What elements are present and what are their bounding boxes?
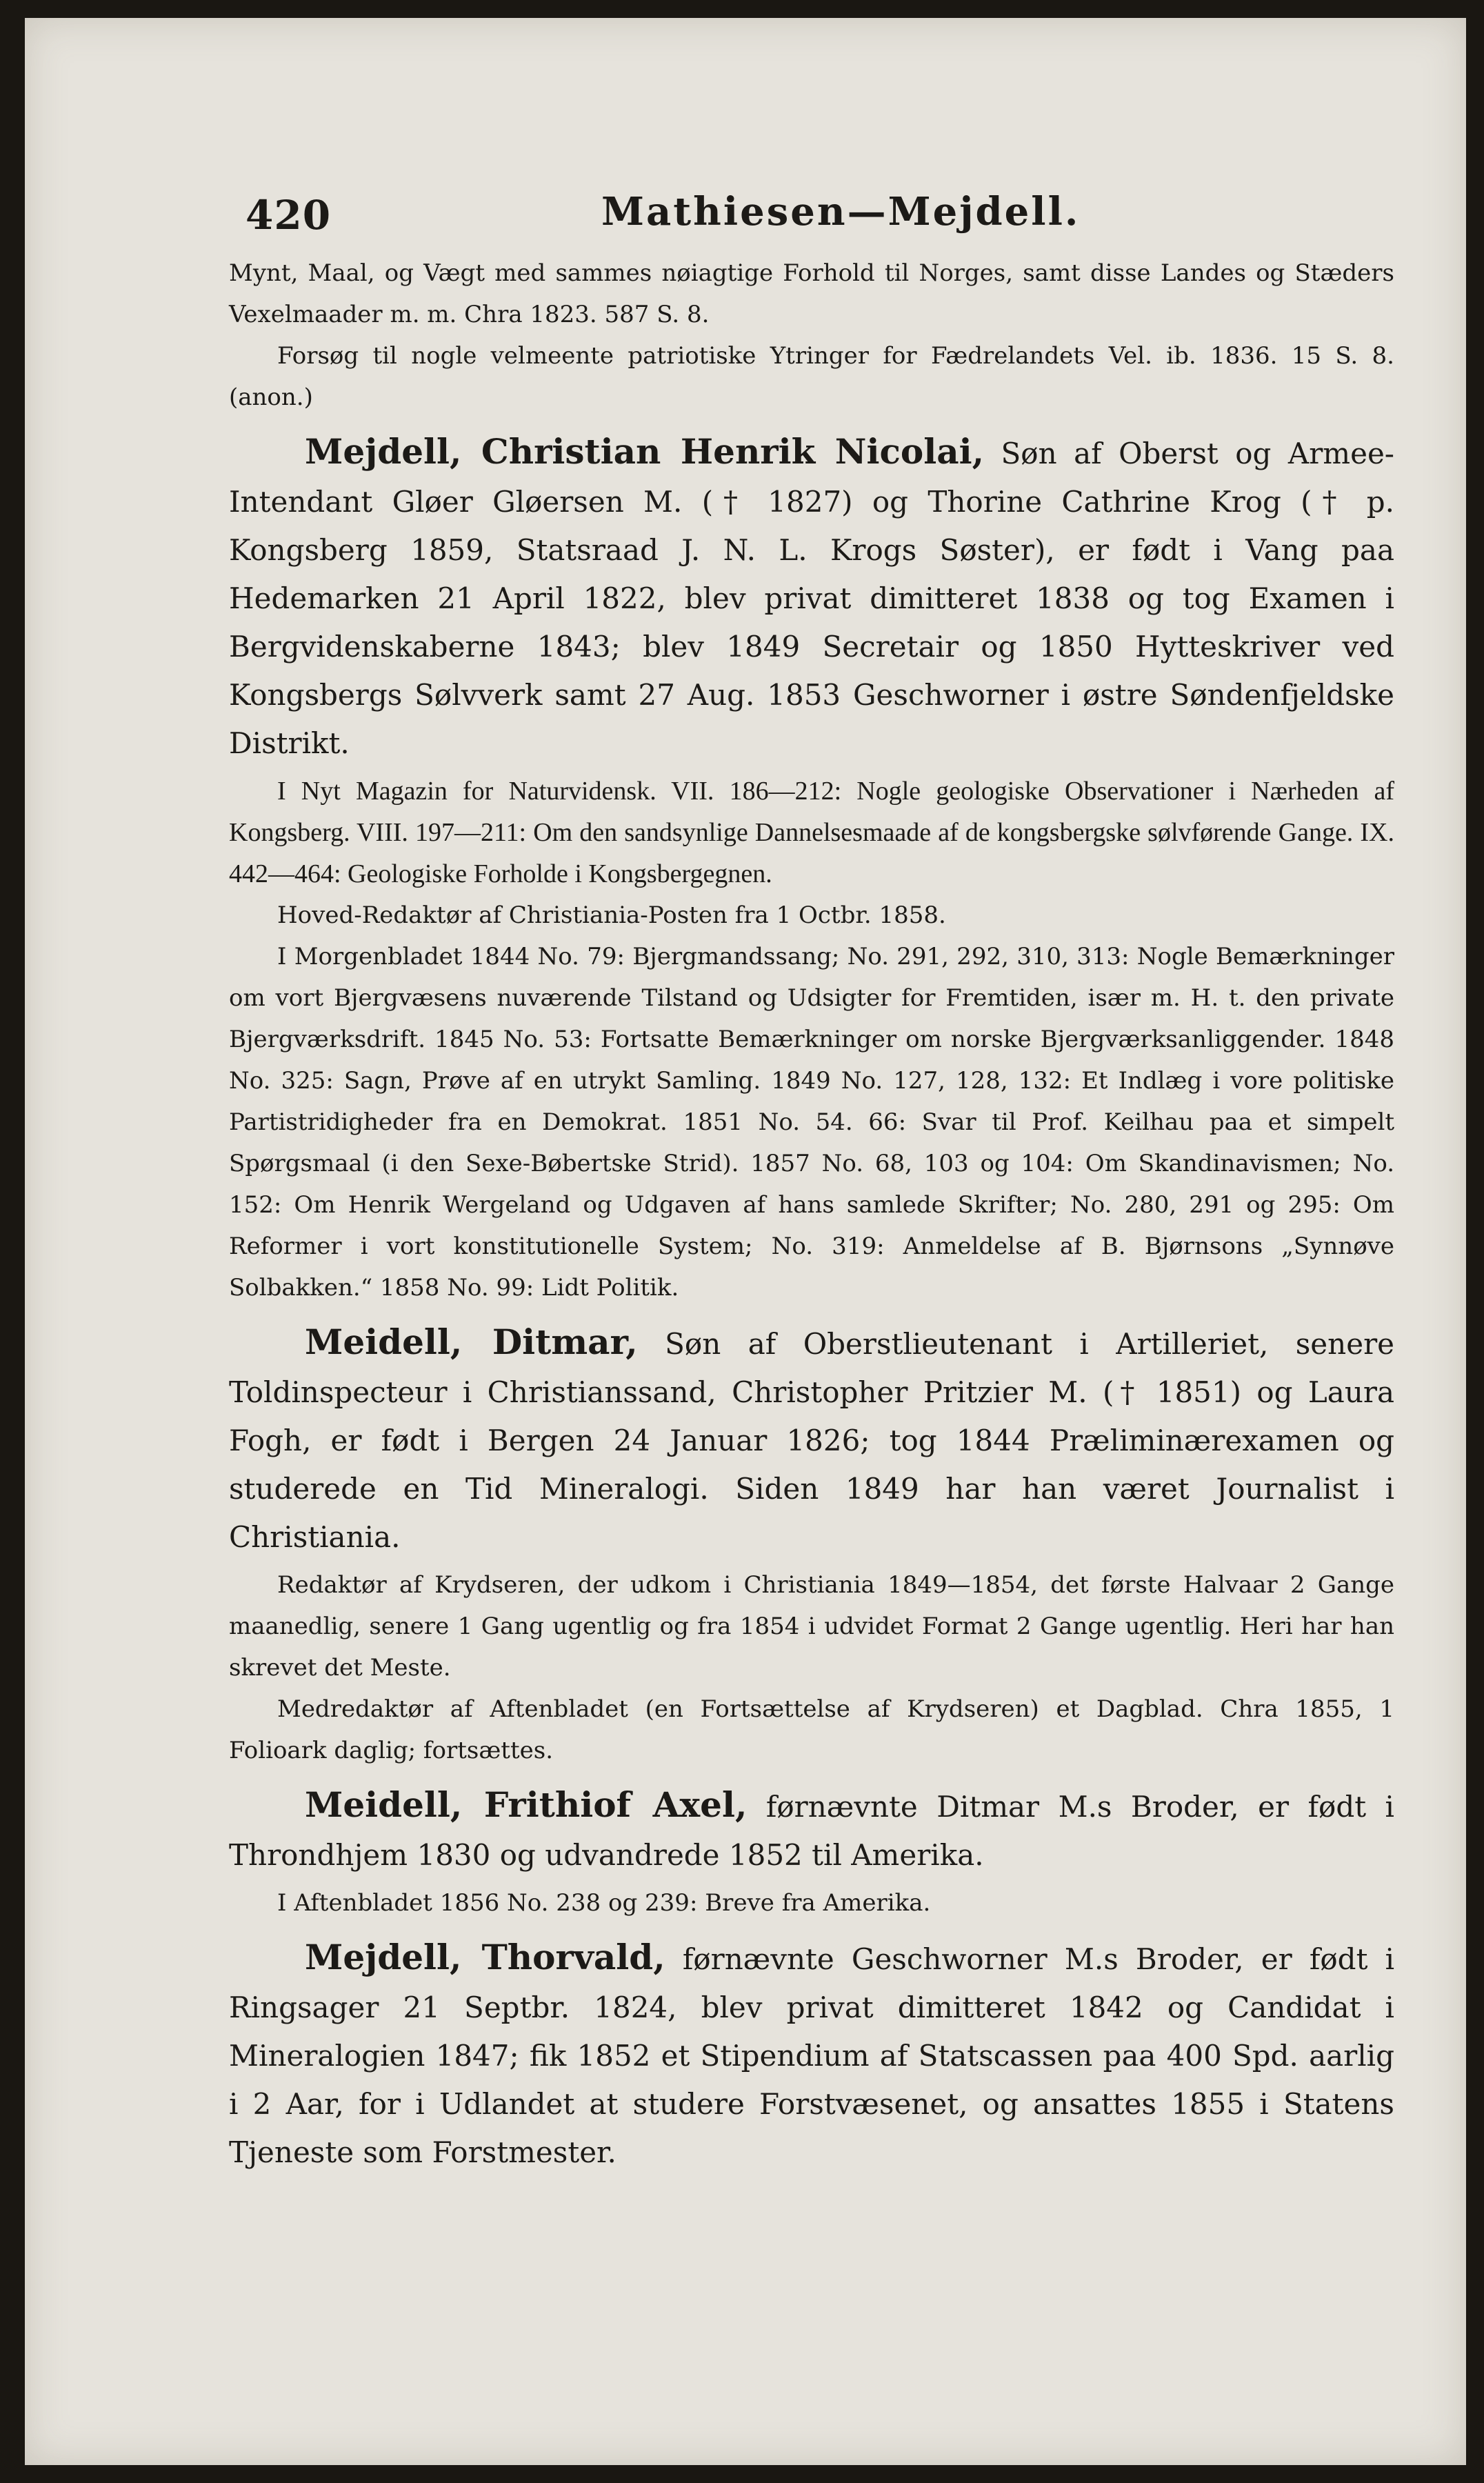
entry-lead [229, 428, 1394, 768]
work-note: I Aftenbladet 1856 No. 238 og 239: Breve fra Amerika. [277, 1889, 931, 1917]
work-note: Medredaktør af Aftenbladet (en Fortsættelse af Krydseren) et Dagblad. Chra 1855, 1 Folioark daglig; fortsættes. [229, 1695, 1394, 1764]
entry-bio: førnævnte Geschworner M.s Broder, er født i Ringsager 21 Septbr. 1824, blev privat dimitteret 1842 og Candidat i Mineralogien 1847; fik 1852 et Stipendium af Statscassen paa 400 Spd. aarlig i 2 Aar, for i Udlandet at studere Forstvæsenet, og ansattes 1855 i Statens Tjeneste som Forstmester. [229, 1942, 1395, 2169]
running-head: Mathiesen—Mejdell. [601, 189, 1081, 235]
entry-bio: førnævnte Ditmar M.s Broder, er født i Throndhjem 1830 og udvandrede 1852 til Amerika. [229, 1790, 1394, 1872]
entry-lead [229, 1781, 1394, 1879]
biography-entry [229, 1933, 1394, 2177]
work-note: Hoved-Redaktør af Christiania-Posten fra 1 Octbr. 1858. [277, 901, 946, 929]
biography-entry [229, 1318, 1394, 1562]
biography-entry [229, 1781, 1394, 1879]
entry-headword: Meidell, Frithiof Axel, [305, 1784, 748, 1825]
work-note: I Nyt Magazin for Naturvidensk. VII. 186—212: Nogle geologiske Observationer i Nærheden af Kongsberg. VIII. 197—211: Om den sandsynlige Dannelsesmaade af de kongsbergske sølvførende Gange. IX. 442—464: Geologiske Forholde i Kongsbergegnen. [229, 777, 1394, 888]
book-page [25, 18, 1466, 2465]
entry-lead [229, 1318, 1394, 1562]
page-content [229, 177, 1394, 2180]
continuation-line: Forsøg til nogle velmeente patriotiske Ytringer for Fædrelandets Vel. ib. 1836. 15 S. 8. (anon.) [229, 342, 1394, 411]
continuation-line: Mynt, Maal, og Vægt med sammes nøiagtige Forhold til Norges, samt disse Landes og Stæders Vexelmaader m. m. Chra 1823. 587 S. 8. [229, 259, 1394, 328]
entry-headword: Meidell, Ditmar, [305, 1322, 638, 1362]
work-note: Redaktør af Krydseren, der udkom i Christiania 1849—1854, det første Halvaar 2 Gange maanedlig, senere 1 Gang ugentlig og fra 1854 i udvidet Format 2 Gange ugentlig. Heri har han skrevet det Meste. [229, 1571, 1394, 1682]
entry-headword: Mejdell, Christian Henrik Nicolai, [305, 431, 985, 472]
biography-entry [229, 428, 1394, 768]
entry-bio: Søn af Oberstlieutenant i Artilleriet, senere Toldinspecteur i Christianssand, Christopher Pritzier M. († 1851) og Laura Fogh, er født i Bergen 24 Januar 1826; tog 1844 Præliminærexamen og studerede en Tid Mineralogi. Siden 1849 har han været Journalist i Christiania. [229, 1327, 1394, 1554]
page-header [229, 177, 1394, 239]
work-note: I Morgenbladet 1844 No. 79: Bjergmandssang; No. 291, 292, 310, 313: Nogle Bemærkninger om vort Bjergvæsens nuværende Tilstand og Udsigter for Fremtiden, især m. H. t. den private Bjergværksdrift. 1845 No. 53: Fortsatte Bemærkninger om norske Bjergværksanliggender. 1848 No. 325: Sagn, Prøve af en utrykt Samling. 1849 No. 127, 128, 132: Et Indlæg i vore politiske Partistridigheder fra en Demokrat. 1851 No. 54. 66: Svar til Prof. Keilhau paa et simpelt Spørgsmaal (i den Sexe-Bøbertske Strid). 1857 No. 68, 103 og 104: Om Skandinavismen; No. 152: Om Henrik Wergeland og Udgaven af hans samlede Skrifter; No. 280, 291 og 295: Om Reformer i vort konstitutionelle System; No. 319: Anmeldelse af B. Bjørnsons „Synnøve Solbakken.“ 1858 No. 99: Lidt Politik. [229, 943, 1394, 1302]
entry-lead [229, 1933, 1394, 2177]
entry-headword: Mejdell, Thorvald, [305, 1937, 665, 1977]
entry-bio: Søn af Oberst og Armee-Intendant Gløer Gløersen M. († 1827) og Thorine Cathrine Krog († p. Kongsberg 1859, Statsraad J. N. L. Krogs Søster), er født i Vang paa Hedemarken 21 April 1822, blev privat dimitteret 1838 og tog Examen i Bergvidenskaberne 1843; blev 1849 Secretair og 1850 Hytteskriver ved Kongsbergs Sølvverk samt 27 Aug. 1853 Geschworner i østre Søndenfjeldske Distrikt. [229, 437, 1394, 760]
page-number: 420 [245, 192, 332, 239]
